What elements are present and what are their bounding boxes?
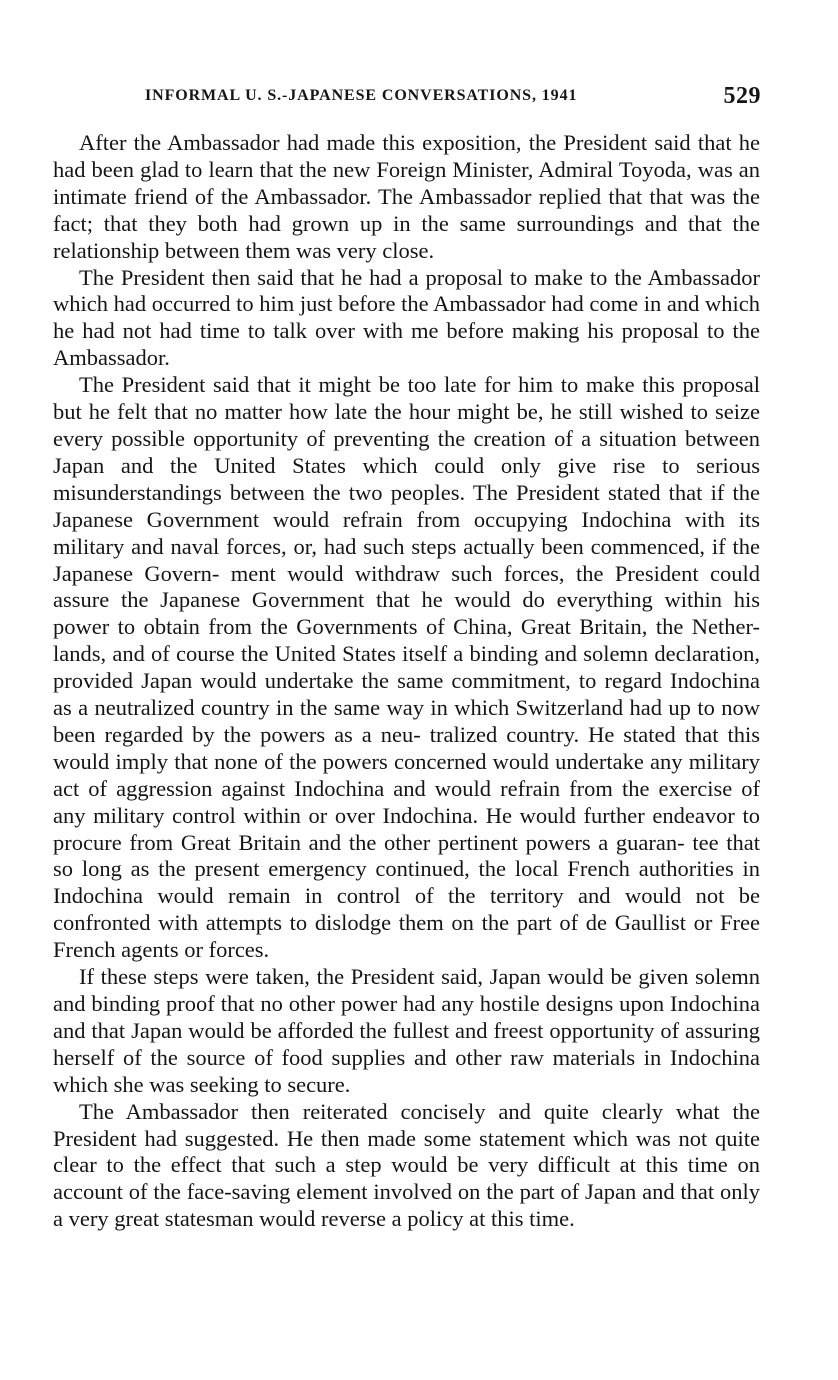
text-line: If these steps were taken, the President said, Japan would be given	[79, 964, 689, 990]
text-line: peoples. The President stated that if the Japanese Government would	[53, 479, 761, 532]
text-line: quite clear to the effect that such a step would be very difficult at this	[53, 1125, 761, 1178]
paragraph	[53, 372, 760, 964]
text-line: Japan and that only a very great statesman would reverse a policy at	[53, 1179, 761, 1232]
body-text	[53, 130, 760, 1233]
text-line: could only give rise to serious misunderstandings between the two	[53, 452, 760, 505]
text-line: against Indochina and would refrain from the exercise of any military	[53, 775, 761, 828]
text-line: to obtain from the Governments of China, Great Britain, the Nether-	[117, 614, 760, 640]
text-line: Ambassador which had occurred to him just before the Ambassador	[53, 264, 760, 317]
text-line: authorities in Indochina would remain in control of the territory and	[53, 856, 761, 909]
text-line: replied that that was the fact; that they both had grown up in the same	[53, 183, 760, 236]
text-line: creation of a situation between Japan and the United States which	[53, 425, 760, 478]
text-line: The Ambassador then reiterated concisely and quite clearly what the	[79, 1098, 760, 1124]
text-line: de Gaullist or Free French agents or forces.	[53, 910, 760, 963]
text-line: After the Ambassador had made this exposition, the President said	[79, 130, 691, 155]
text-line: The President then said that he had a proposal to make to the	[79, 264, 642, 290]
text-line: had come in and which he had not had time to talk over with me before	[53, 291, 761, 344]
text-line: still wished to seize every possible opportunity of preventing the	[53, 399, 760, 451]
text-line: President had suggested. He then made some statement which was not	[53, 1125, 708, 1151]
text-line: making his proposal to the Ambassador.	[53, 318, 761, 371]
running-header	[145, 83, 765, 113]
text-line: other raw materials in Indochina which she was seeking to secure.	[53, 1044, 760, 1097]
paragraph	[53, 964, 760, 1099]
text-line: that he had been glad to learn that the new Foreign Minister, Admiral	[53, 130, 761, 182]
text-line: freest opportunity of assuring herself of the source of food supplies and	[53, 1017, 761, 1070]
text-line: tee that so long as the present emergency continued, the local French	[53, 829, 761, 882]
text-line: tralized country. He stated that this would imply that none of the	[53, 721, 760, 774]
text-line: this time.	[490, 1206, 575, 1232]
text-line: procure from Great Britain and the other pertinent powers a guaran-	[53, 829, 685, 855]
page-number: 529	[723, 83, 761, 109]
text-line: control within or over Indochina. He would further endeavor to	[172, 802, 761, 828]
running-header-title: INFORMAL U. S.-JAPANESE CONVERSATIONS, 1941	[145, 87, 578, 104]
text-line: time on account of the face-saving element involved on the part of	[53, 1152, 760, 1205]
text-line: or, had such steps actually been commenced, if the Japanese Govern-	[53, 533, 760, 586]
paragraph	[53, 1099, 760, 1234]
text-line: ment would withdraw such forces, the President could assure the	[53, 560, 760, 613]
text-line: Switzerland had up to now been regarded by the powers as a neu-	[53, 695, 760, 747]
text-line: powers concerned would undertake any military act of aggression	[53, 748, 760, 801]
text-line: Toyoda, was an intimate friend of the Ambassador. The Ambassador	[53, 156, 760, 209]
text-line: solemn and binding proof that no other power had any hostile designs	[53, 964, 761, 1016]
text-line: The President said that it might be too late for him to make this	[79, 372, 675, 398]
text-line: surroundings and that the relationship between them was very close.	[53, 210, 760, 263]
paragraph	[53, 265, 760, 373]
text-line: Japanese Government that he would do everything within his power	[53, 587, 760, 640]
text-line: lands, and of course the United States itself a binding and solemn	[53, 641, 649, 667]
text-line: upon Indochina and that Japan would be afforded the fullest and	[53, 991, 760, 1043]
text-line: declaration, provided Japan would undertake the same commitment,	[53, 641, 760, 694]
text-line: proposal but he felt that no matter how late the hour might be, he	[53, 372, 760, 425]
paragraph	[53, 130, 760, 265]
text-line: would not be confronted with attempts to dislodge them on the part of	[53, 883, 760, 936]
text-line: to regard Indochina as a neutralized country in the same way in which	[53, 668, 760, 721]
text-line: refrain from occupying Indochina with its military and naval forces,	[53, 506, 760, 559]
